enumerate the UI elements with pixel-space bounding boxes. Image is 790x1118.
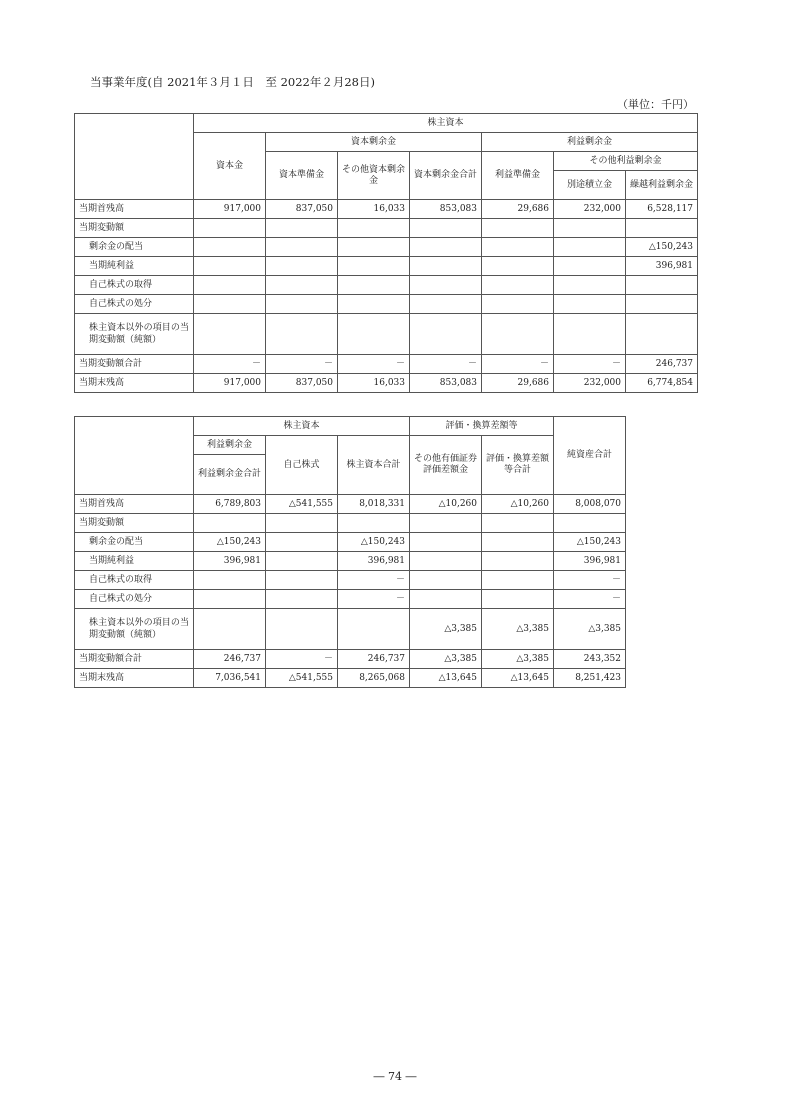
table-cell: 246,737 bbox=[194, 650, 266, 669]
table-cell bbox=[410, 514, 482, 533]
table-cell bbox=[266, 238, 338, 257]
header-capital-surplus: 資本剰余金 bbox=[266, 133, 482, 152]
table-cell: 6,528,117 bbox=[626, 200, 698, 219]
table-cell: △3,385 bbox=[410, 650, 482, 669]
table-cell bbox=[410, 238, 482, 257]
table-cell: － bbox=[338, 590, 410, 609]
table-cell bbox=[266, 314, 338, 355]
table-cell bbox=[194, 276, 266, 295]
table-row bbox=[75, 355, 698, 374]
table-cell bbox=[266, 552, 338, 571]
table-cell bbox=[554, 219, 626, 238]
table-cell bbox=[626, 276, 698, 295]
table-cell bbox=[194, 571, 266, 590]
table-cell: － bbox=[554, 590, 626, 609]
table-cell bbox=[194, 590, 266, 609]
header-capital-stock: 資本金 bbox=[194, 133, 266, 200]
table-cell: － bbox=[554, 571, 626, 590]
row-label: 当期純利益 bbox=[75, 552, 194, 571]
table-cell: △10,260 bbox=[482, 495, 554, 514]
table-cell bbox=[482, 533, 554, 552]
header-other-capital-surplus: その他資本剰余金 bbox=[338, 152, 410, 200]
table-cell: 917,000 bbox=[194, 374, 266, 393]
table-cell: △3,385 bbox=[482, 609, 554, 650]
table-row bbox=[75, 609, 626, 650]
table-cell: △150,243 bbox=[338, 533, 410, 552]
table-cell bbox=[194, 514, 266, 533]
table-cell bbox=[482, 590, 554, 609]
table-cell bbox=[482, 314, 554, 355]
table-cell bbox=[266, 571, 338, 590]
table-row bbox=[75, 257, 698, 276]
table-row bbox=[75, 276, 698, 295]
table-cell: － bbox=[266, 355, 338, 374]
table-cell: △541,555 bbox=[266, 669, 338, 688]
header-other-retained-earnings: その他利益剰余金 bbox=[554, 152, 698, 171]
table-cell bbox=[410, 295, 482, 314]
table-cell: 246,737 bbox=[338, 650, 410, 669]
table-cell bbox=[482, 571, 554, 590]
row-label: 当期末残高 bbox=[75, 374, 194, 393]
table-cell: 6,774,854 bbox=[626, 374, 698, 393]
table-cell bbox=[410, 590, 482, 609]
row-header-corner bbox=[75, 114, 194, 200]
table-row bbox=[75, 533, 626, 552]
table-cell bbox=[338, 257, 410, 276]
table-cell: 837,050 bbox=[266, 374, 338, 393]
header-treasury-stock: 自己株式 bbox=[266, 436, 338, 495]
table-row bbox=[75, 495, 626, 514]
table-cell: 396,981 bbox=[554, 552, 626, 571]
row-label: 自己株式の処分 bbox=[75, 295, 194, 314]
table-cell bbox=[338, 314, 410, 355]
table-row bbox=[75, 590, 626, 609]
header-capital-reserve: 資本準備金 bbox=[266, 152, 338, 200]
table-cell bbox=[410, 533, 482, 552]
table-cell bbox=[194, 257, 266, 276]
table-row bbox=[75, 374, 698, 393]
table-cell bbox=[194, 314, 266, 355]
table-cell: 8,265,068 bbox=[338, 669, 410, 688]
table-cell: 16,033 bbox=[338, 374, 410, 393]
table-cell: 396,981 bbox=[194, 552, 266, 571]
table-cell bbox=[482, 238, 554, 257]
row-label: 当期首残高 bbox=[75, 200, 194, 219]
row-label: 当期変動額 bbox=[75, 514, 194, 533]
table-cell bbox=[626, 314, 698, 355]
table-cell bbox=[410, 257, 482, 276]
table-cell: 396,981 bbox=[626, 257, 698, 276]
row-label: 株主資本以外の項目の当期変動額（純額） bbox=[75, 609, 194, 650]
table-cell: 6,789,803 bbox=[194, 495, 266, 514]
table-cell bbox=[626, 295, 698, 314]
row-label: 自己株式の取得 bbox=[75, 571, 194, 590]
row-label: 剰余金の配当 bbox=[75, 238, 194, 257]
table-row bbox=[75, 571, 626, 590]
table-cell bbox=[554, 238, 626, 257]
table-cell: △13,645 bbox=[410, 669, 482, 688]
table-cell bbox=[338, 295, 410, 314]
table-cell bbox=[266, 276, 338, 295]
table-cell bbox=[410, 276, 482, 295]
page-number: ― 74 ― bbox=[373, 1070, 417, 1083]
row-label: 当期変動額合計 bbox=[75, 355, 194, 374]
table-row bbox=[75, 200, 698, 219]
table-cell: △3,385 bbox=[410, 609, 482, 650]
table-cell: 16,033 bbox=[338, 200, 410, 219]
table-cell: 232,000 bbox=[554, 200, 626, 219]
table-cell bbox=[410, 219, 482, 238]
table-cell bbox=[410, 314, 482, 355]
table-cell bbox=[338, 609, 410, 650]
table-cell: 853,083 bbox=[410, 374, 482, 393]
table-cell bbox=[194, 295, 266, 314]
table-cell bbox=[194, 238, 266, 257]
row-label: 自己株式の処分 bbox=[75, 590, 194, 609]
row-label: 自己株式の取得 bbox=[75, 276, 194, 295]
header-shareholders-equity: 株主資本 bbox=[194, 114, 698, 133]
table-cell bbox=[266, 533, 338, 552]
table-row bbox=[75, 552, 626, 571]
table-cell: － bbox=[194, 355, 266, 374]
header-general-reserve: 別途積立金 bbox=[554, 171, 626, 200]
table-row bbox=[75, 669, 626, 688]
table-cell bbox=[338, 514, 410, 533]
table-cell bbox=[482, 514, 554, 533]
row-label: 当期変動額 bbox=[75, 219, 194, 238]
table-cell bbox=[266, 609, 338, 650]
table-cell bbox=[554, 314, 626, 355]
table-cell: 246,737 bbox=[626, 355, 698, 374]
table-cell: △13,645 bbox=[482, 669, 554, 688]
table-cell: △3,385 bbox=[554, 609, 626, 650]
table-cell bbox=[554, 276, 626, 295]
table-cell bbox=[482, 552, 554, 571]
table-cell: 853,083 bbox=[410, 200, 482, 219]
table-cell bbox=[266, 295, 338, 314]
equity-statement-table-2 bbox=[74, 416, 626, 688]
unit-note: （単位：千円） bbox=[617, 98, 694, 111]
table-cell bbox=[194, 219, 266, 238]
table-cell bbox=[338, 219, 410, 238]
table-cell: 29,686 bbox=[482, 374, 554, 393]
row-label: 当期末残高 bbox=[75, 669, 194, 688]
table-row bbox=[75, 314, 698, 355]
header-shareholders-equity-total: 株主資本合計 bbox=[338, 436, 410, 495]
table-cell bbox=[482, 219, 554, 238]
table-cell: 8,008,070 bbox=[554, 495, 626, 514]
table-row bbox=[75, 514, 626, 533]
table-cell: 837,050 bbox=[266, 200, 338, 219]
equity-statement-table-1 bbox=[74, 113, 698, 393]
table-cell: 396,981 bbox=[338, 552, 410, 571]
table-cell: △10,260 bbox=[410, 495, 482, 514]
row-label: 当期純利益 bbox=[75, 257, 194, 276]
header-retained-earnings-total: 利益剰余金合計 bbox=[194, 455, 266, 495]
table-cell: △150,243 bbox=[554, 533, 626, 552]
table-cell: 917,000 bbox=[194, 200, 266, 219]
row-header-corner bbox=[75, 417, 194, 495]
table-cell bbox=[266, 257, 338, 276]
table-row bbox=[75, 238, 698, 257]
table-cell bbox=[554, 295, 626, 314]
table-cell: － bbox=[410, 355, 482, 374]
row-label: 当期首残高 bbox=[75, 495, 194, 514]
table-cell bbox=[338, 238, 410, 257]
table-cell: 243,352 bbox=[554, 650, 626, 669]
table-row bbox=[75, 295, 698, 314]
header-retained-carried-forward: 繰越利益剰余金 bbox=[626, 171, 698, 200]
row-label: 当期変動額合計 bbox=[75, 650, 194, 669]
period-title: 当事業年度(自 2021年３月１日 至 2022年２月28日) bbox=[90, 75, 375, 89]
header-securities-valuation: その他有価証券評価差額金 bbox=[410, 436, 482, 495]
table-cell bbox=[410, 571, 482, 590]
table-row bbox=[75, 219, 698, 238]
table-cell: 7,036,541 bbox=[194, 669, 266, 688]
table-cell: － bbox=[482, 355, 554, 374]
table-cell: － bbox=[266, 650, 338, 669]
header-retained-earnings: 利益剰余金 bbox=[482, 133, 698, 152]
table-cell: △150,243 bbox=[194, 533, 266, 552]
row-label: 株主資本以外の項目の当期変動額（純額） bbox=[75, 314, 194, 355]
header-capital-surplus-total: 資本剰余金合計 bbox=[410, 152, 482, 200]
table-cell bbox=[266, 219, 338, 238]
table-cell bbox=[410, 552, 482, 571]
table-cell bbox=[482, 257, 554, 276]
table-cell bbox=[626, 219, 698, 238]
table-cell bbox=[266, 514, 338, 533]
table-cell bbox=[482, 295, 554, 314]
table-cell: 8,251,423 bbox=[554, 669, 626, 688]
table-cell: 232,000 bbox=[554, 374, 626, 393]
table-cell: － bbox=[338, 355, 410, 374]
table-cell bbox=[554, 257, 626, 276]
table-cell: 29,686 bbox=[482, 200, 554, 219]
table-cell: △541,555 bbox=[266, 495, 338, 514]
table-cell bbox=[554, 514, 626, 533]
table-cell: － bbox=[338, 571, 410, 590]
header-valuation-total: 評価・換算差額等合計 bbox=[482, 436, 554, 495]
table-cell bbox=[266, 590, 338, 609]
table-cell bbox=[338, 276, 410, 295]
header-shareholders-equity: 株主資本 bbox=[194, 417, 410, 436]
header-legal-reserve: 利益準備金 bbox=[482, 152, 554, 200]
table-cell bbox=[482, 276, 554, 295]
header-net-assets-total: 純資産合計 bbox=[554, 417, 626, 495]
row-label: 剰余金の配当 bbox=[75, 533, 194, 552]
table-cell bbox=[194, 609, 266, 650]
table-cell: △3,385 bbox=[482, 650, 554, 669]
header-valuation: 評価・換算差額等 bbox=[410, 417, 554, 436]
table-row bbox=[75, 650, 626, 669]
table-cell: 8,018,331 bbox=[338, 495, 410, 514]
table-cell: － bbox=[554, 355, 626, 374]
header-retained-earnings: 利益剰余金 bbox=[194, 436, 266, 455]
table-cell: △150,243 bbox=[626, 238, 698, 257]
